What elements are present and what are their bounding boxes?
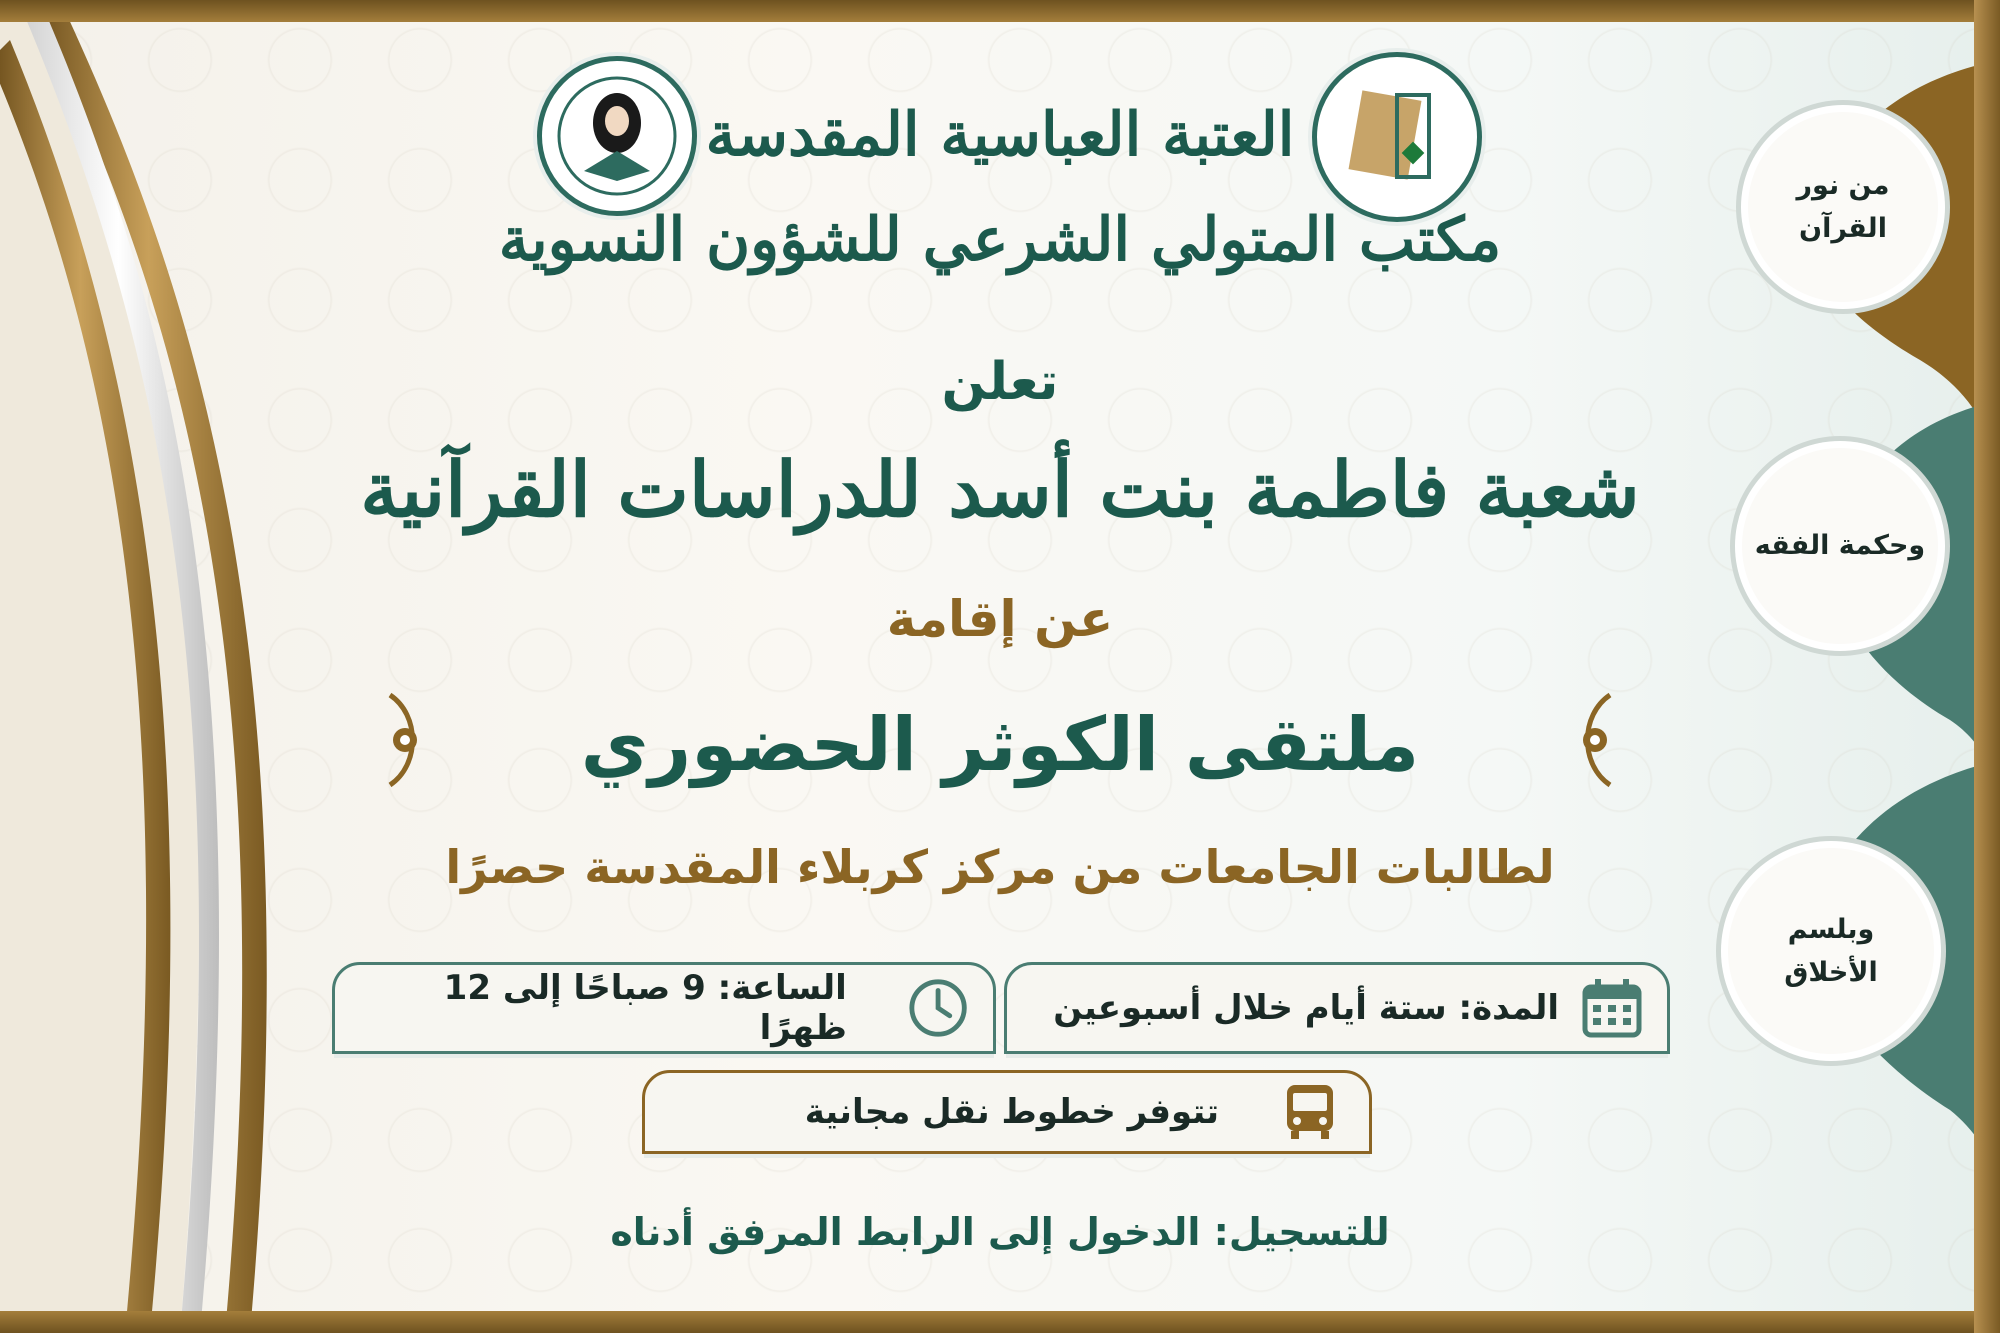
bubble-akhlaq-line1: وبلسم — [1787, 913, 1875, 945]
frame-top — [0, 0, 2000, 22]
target-audience: لطالبات الجامعات من مركز كربلاء المقدسة حصرًا — [445, 840, 1555, 894]
time-text: الساعة: 9 صباحًا إلى 12 ظهرًا — [443, 968, 847, 1048]
duration-box — [1004, 962, 1670, 1054]
registration-text: للتسجيل: الدخول إلى الرابط المرفق أدناه — [610, 1210, 1390, 1254]
about-text: عن إقامة — [886, 590, 1114, 648]
transport-box — [642, 1070, 1372, 1154]
shrine-name: العتبة العباسية المقدسة — [705, 100, 1295, 170]
announces-text: تعلن — [941, 352, 1059, 412]
frame-bottom — [0, 1311, 2000, 1333]
clock-icon — [907, 976, 969, 1040]
office-name: مكتب المتولي الشرعي للشؤون النسوية — [498, 205, 1502, 275]
bus-icon — [1279, 1081, 1341, 1143]
time-box — [332, 962, 996, 1054]
transport-text: تتوفر خطوط نقل مجانية — [804, 1092, 1219, 1132]
bubble-akhlaq-line2: الأخلاق — [1784, 957, 1878, 988]
frame-right — [1974, 0, 2000, 1333]
bubble-quran-line2: القرآن — [1799, 213, 1887, 244]
branch-name: شعبة فاطمة بنت أسد للدراسات القرآنية — [360, 445, 1640, 534]
calendar-icon — [1581, 977, 1643, 1039]
bubble-quran-line1: من نور — [1796, 169, 1890, 201]
left-wave-decoration — [0, 0, 360, 1333]
duration-text: المدة: ستة أيام خلال أسبوعين — [1053, 988, 1559, 1028]
ornament-icon — [370, 690, 440, 790]
event-title: ملتقى الكوثر الحضوري — [580, 702, 1420, 788]
bubble-fiqh-line1: وحكمة الفقه — [1754, 530, 1926, 562]
